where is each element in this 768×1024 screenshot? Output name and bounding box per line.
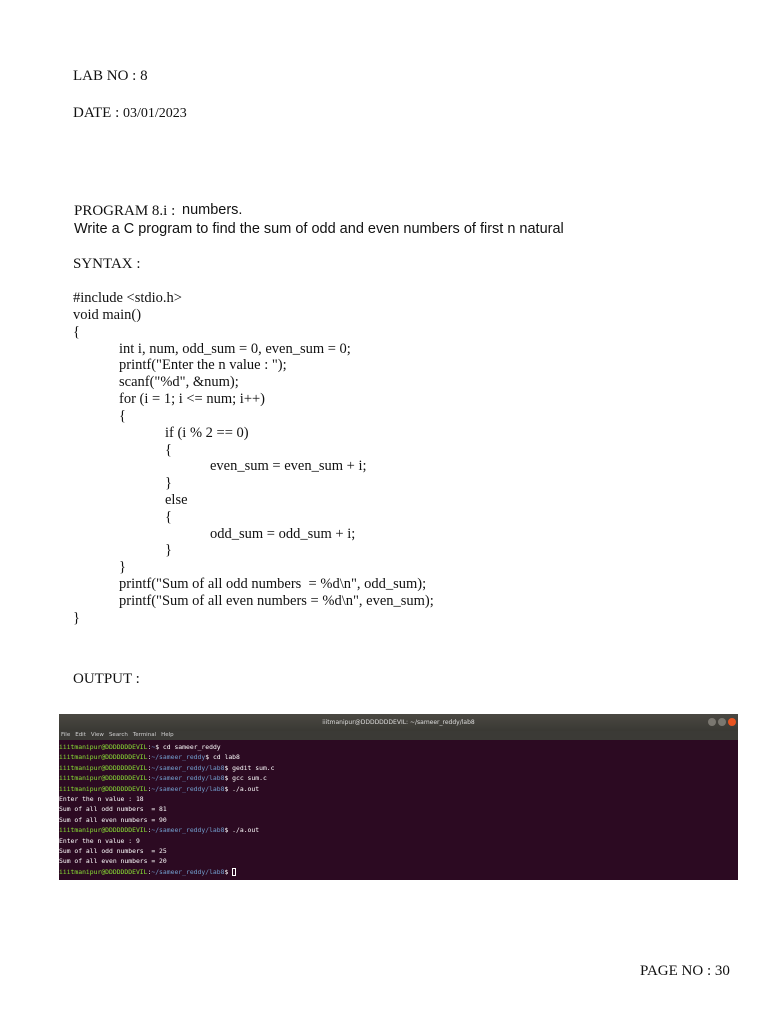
prompt-user: iiitmanipur@DDDDDDDEVIL: [59, 784, 148, 793]
terminal-screenshot: [59, 714, 738, 880]
date: DATE : 03/01/2023: [73, 105, 187, 121]
terminal-line: [59, 804, 738, 814]
prompt-user: iiitmanipur@DDDDDDDEVIL: [59, 753, 148, 762]
date-label: DATE: [73, 105, 112, 121]
prompt-path: ~/sameer_reddy/lab8: [151, 867, 225, 876]
prompt-path: ~/sameer_reddy/lab8: [151, 784, 225, 793]
program-statement: [66, 184, 564, 238]
code-line: {: [73, 324, 80, 340]
menu-search[interactable]: Search: [108, 732, 128, 738]
terminal-line: iiitmanipur@DDDDDDDEVIL:~/sameer_reddy/lab8$ gedit sum.c: [59, 763, 275, 772]
code-line: if (i % 2 == 0): [165, 425, 249, 441]
terminal-line: iiitmanipur@DDDDDDDEVIL:~/sameer_reddy$ cd lab8: [59, 753, 240, 762]
lab-number: LAB NO : 8: [73, 68, 148, 84]
menu-terminal[interactable]: Terminal: [132, 732, 157, 738]
window-controls: [708, 718, 736, 726]
terminal-line: iiitmanipur@DDDDDDDEVIL:~/sameer_reddy/lab8$ gcc sum.c: [59, 774, 267, 783]
prompt-user: iiitmanipur@DDDDDDDEVIL: [59, 774, 148, 783]
close-icon[interactable]: [728, 718, 736, 726]
terminal-line: iiitmanipur@DDDDDDDEVIL:~/sameer_reddy/lab8$ ./a.out: [59, 784, 260, 793]
menu-file[interactable]: File: [61, 732, 71, 738]
prompt-command: gedit sum.c: [232, 763, 275, 772]
prompt-path: ~: [151, 743, 156, 751]
code-line: int i, num, odd_sum = 0, even_sum = 0;: [119, 341, 351, 357]
code-line: printf("Enter the n value : ");: [119, 357, 287, 373]
program-text-line1: Write a C program to find the sum of odd and even numbers of first n natural: [74, 221, 564, 237]
prompt-path: ~/sameer_reddy/lab8: [151, 763, 225, 772]
lab-value: 8: [140, 68, 148, 84]
terminal-menubar: [59, 731, 738, 740]
menu-view[interactable]: View: [90, 732, 104, 738]
page-number: PAGE NO : 30: [640, 963, 730, 979]
terminal-title: iiitmanipur@DDDDDDDEVIL: ~/sameer_reddy/lab8: [322, 719, 475, 726]
terminal-line: iiitmanipur@DDDDDDDEVIL:~/sameer_reddy/lab8$ ./a.out: [59, 826, 260, 835]
program-label: PROGRAM 8.i :: [74, 203, 176, 219]
syntax-heading: SYNTAX :: [73, 256, 141, 272]
code-line: #include <stdio.h>: [73, 290, 182, 306]
code-line: odd_sum = odd_sum + i;: [210, 526, 356, 542]
code-line: scanf("%d", &num);: [119, 374, 239, 390]
code-line: {: [165, 509, 172, 525]
code-line: void main(): [73, 307, 142, 323]
code-line: }: [119, 559, 126, 575]
code-line: printf("Sum of all odd numbers = %d\n", odd_sum);: [119, 576, 427, 592]
code-line: {: [165, 442, 172, 458]
program-output: Sum of all even numbers = 90: [59, 815, 167, 824]
terminal-line: [59, 815, 738, 825]
prompt-user: iiitmanipur@DDDDDDDEVIL: [59, 763, 148, 772]
menu-help[interactable]: Help: [161, 732, 174, 738]
code-line: printf("Sum of all even numbers = %d\n", even_sum);: [119, 593, 434, 609]
program-output: Sum of all odd numbers = 25: [59, 846, 167, 855]
code-line: }: [73, 610, 80, 626]
terminal-line: iiitmanipur@DDDDDDDEVIL:~/sameer_reddy/lab8$: [59, 867, 738, 877]
code-line: {: [119, 408, 126, 424]
code-line: even_sum = even_sum + i;: [210, 458, 367, 474]
prompt-path: ~/sameer_reddy/lab8: [151, 774, 225, 783]
page-value: 30: [714, 963, 730, 979]
menu-edit[interactable]: Edit: [75, 732, 86, 738]
prompt-command: cd sameer_reddy: [162, 743, 221, 751]
output-heading: OUTPUT :: [73, 671, 140, 687]
terminal-line: iiitmanipur@DDDDDDDEVIL:~$ cd sameer_reddy: [59, 743, 221, 751]
program-output: Enter the n value : 9: [59, 836, 140, 845]
prompt-command: ./a.out: [232, 826, 260, 835]
terminal-line: [59, 836, 738, 846]
program-output: Sum of all odd numbers = 81: [59, 805, 167, 814]
prompt-path: ~/sameer_reddy/lab8: [151, 826, 225, 835]
date-value: 03/01/2023: [123, 106, 187, 121]
terminal-line: [59, 856, 738, 866]
cursor-icon: [232, 868, 236, 876]
prompt-user: iiitmanipur@DDDDDDDEVIL: [59, 826, 148, 835]
lab-label: LAB NO: [73, 68, 129, 84]
terminal-line: [59, 794, 738, 804]
code-line: else: [165, 492, 188, 508]
terminal-line: [59, 846, 738, 856]
prompt-path: ~/sameer_reddy: [151, 753, 206, 762]
code-line: }: [165, 542, 172, 558]
page-label: PAGE NO: [640, 963, 704, 979]
prompt-command: gcc sum.c: [232, 774, 267, 783]
code-line: for (i = 1; i <= num; i++): [119, 391, 265, 407]
maximize-icon[interactable]: [718, 718, 726, 726]
prompt-user: iiitmanipur@DDDDDDDEVIL: [59, 743, 148, 751]
prompt-user: iiitmanipur@DDDDDDDEVIL: [59, 867, 148, 876]
code-line: }: [165, 475, 172, 491]
program-output: Sum of all even numbers = 20: [59, 857, 167, 866]
minimize-icon[interactable]: [708, 718, 716, 726]
prompt-command: ./a.out: [232, 784, 260, 793]
terminal-titlebar: [59, 714, 738, 731]
program-text-line2: numbers.: [182, 202, 243, 218]
prompt-command: cd lab8: [212, 753, 240, 762]
program-output: Enter the n value : 18: [59, 794, 144, 803]
terminal-output: [59, 742, 738, 880]
